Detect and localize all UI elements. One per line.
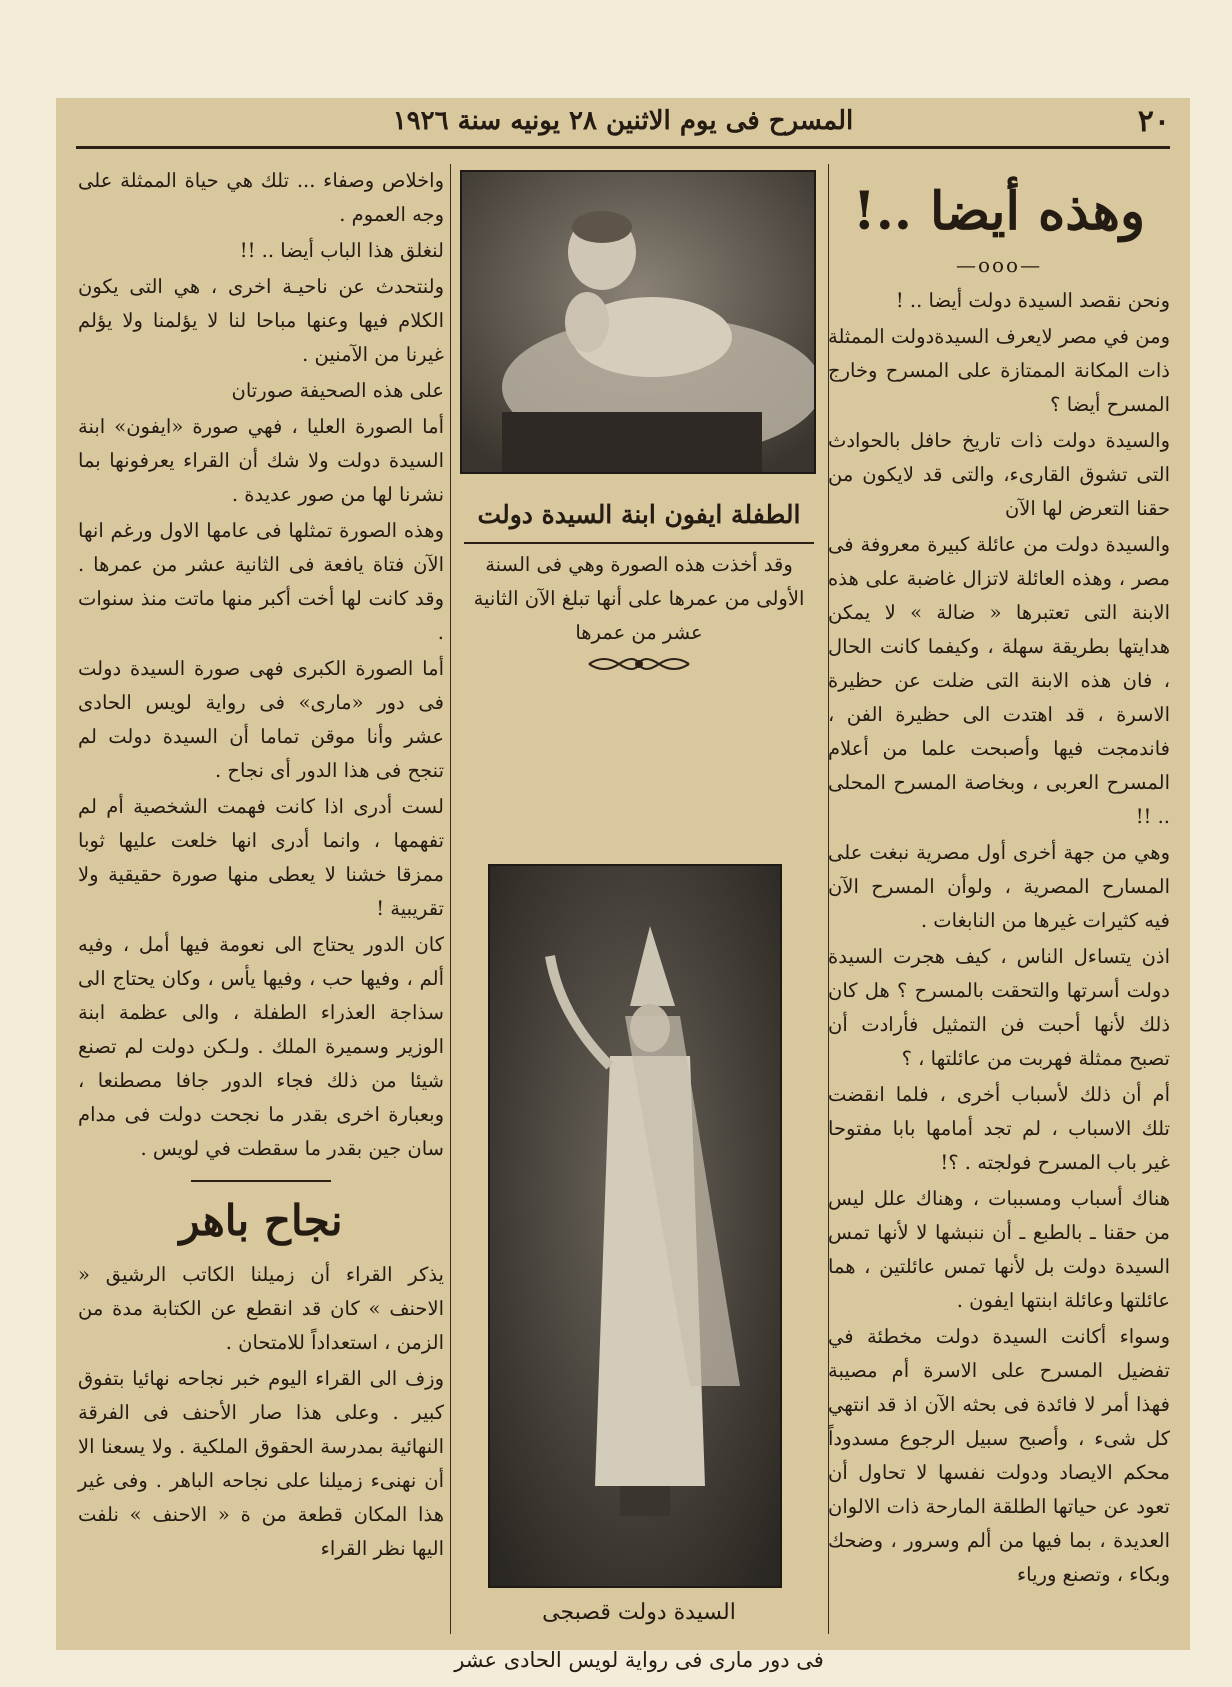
section-rule [191, 1180, 331, 1182]
paragraph: على هذه الصحيفة صورتان [231, 379, 444, 402]
paragraph: لست أدرى اذا كانت فهمت الشخصية أم لم تفهمها ، وانما أدرى انها خلعت عليها ثوبا ممزقا خشنا لا يعطى منها صورة حقيقية ولا تقريبية ! [78, 795, 444, 920]
article-title: وهذه أيضا ..! [852, 181, 1146, 242]
paragraph: ولنتحدث عن ناحيـة اخرى ، هي التى يكون الكلام فيها وعنها مباحا لنا لا يؤلمنا ولا يؤلم غيرنا من الآمنين . [78, 275, 444, 366]
section-title: نجاح باهر [179, 1196, 343, 1245]
photo2-caption-name: السيدة دولت قصبجى [542, 1600, 736, 1625]
page-number: ٢٠ [1137, 104, 1170, 139]
paragraph: وسواء أكانت السيدة دولت مخطئة في تفضيل المسرح على الاسرة أم مصيبة فهذا أمر لا فائدة فى بحثه الآن اذ قد انتهي كل شىء ، وأصبح سبيل الرجوع مسدوداً محكم الايصاد ودولت نفسها لا تحاول أن تعود عن حياتها الطلقة المارحة ذات الالوان العديدة ، بما فيها من ألم وسرور ، وضحك وبكاء ، وتصنع ورياء [828, 1325, 1170, 1586]
paragraph: وزف الى القراء اليوم خبر نجاحه نهائيا بتفوق كبير . وعلى هذا صار الأحنف فى الفرقة النهائية بمدرسة الحقوق الملكية . ولا يسعنا الا أن نهنىء زميلنا على نجاحه الباهر . وفى غير هذا المكان قطعة من ة « الاحنف » نلفت اليها نظر القراء [78, 1367, 444, 1560]
paragraph: أما الصورة الكبرى فهى صورة السيدة دولت فى دور «مارى» فى رواية لويس الحادى عشر وأنا موقن تماما أن السيدة دولت لم تنجح فى هذا الدور أى نجاح . [78, 657, 444, 782]
paragraph: هناك أسباب ومسببات ، وهناك علل ليس من حقنا ـ بالطبع ـ أن ننبشها لا لأنها تمس السيدة دولت بل لأنها تمس عائلتين ، هما عائلتها وعائلة ابنتها ايفون . [828, 1187, 1170, 1312]
photo2-caption-role: فى دور مارى فى رواية لويس الحادى عشر [454, 1648, 824, 1672]
header-rule [76, 146, 1170, 149]
photo1-caption-title: الطفلة ايفون ابنة السيدة دولت [477, 500, 801, 529]
paragraph: وهي من جهة أخرى أول مصرية نبغت على المسارح المصرية ، ولوأن المسرح الآن فيه كثيرات غيرها من النابغات . [828, 841, 1170, 932]
paragraph: اذن يتساءل الناس ، كيف هجرت السيدة دولت أسرتها والتحقت بالمسرح ؟ هل كان ذلك لأنها أحبت فن التمثيل فأرادت أن تصبح ممثلة فهربت من عائلتها ، ؟ [828, 945, 1170, 1070]
page-header [76, 104, 1170, 142]
baby-photo-image [462, 172, 814, 472]
paragraph: أما الصورة العليا ، فهي صورة «ايفون» ابنة السيدة دولت ولا شك أن القراء يعرفونها بما نشرنا لها من صور عديدة . [78, 415, 444, 506]
newspaper-page [56, 98, 1190, 1672]
caption-rule [464, 542, 814, 544]
actress-photo-image [490, 866, 780, 1586]
baby-photo [460, 170, 816, 474]
paragraph: ونحن نقصد السيدة دولت أيضا .. ! [895, 289, 1170, 312]
decorative-ornament-icon [584, 652, 694, 676]
paragraph: واخلاص وصفاء ... تلك هي حياة الممثلة على وجه العموم . [78, 169, 444, 226]
paragraph: والسيدة دولت من عائلة كبيرة معروفة فى مصر ، وهذه العائلة لاتزال غاضبة على هذه الابنة التى تعتبرها « ضالة » لا يمكن هدايتها بطريقة سهلة ، وكيفما كانت الحال ، فان هذه الابنة التى ضلت عن حظيرة الاسرة ، قد اهتدت الى حظيرة الفن ، فاندمجت فيها وأصبحت علما من أعلام المسرح العربى ، وبخاصة المسرح المحلى .. !! [828, 533, 1170, 828]
paragraph: لنغلق هذا الباب أيضا .. !! [239, 239, 444, 262]
actress-photo [488, 864, 782, 1588]
title-ornament: —ooo— [955, 253, 1043, 277]
paragraph: وهذه الصورة تمثلها فى عامها الاول ورغم انها الآن فتاة يافعة فى الثانية عشر من عمرها . وقد كانت لها أخت أكبر منها ماتت منذ سنوات . [78, 519, 444, 644]
photo1-caption-text: وقد أخذت هذه الصورة وهي فى السنة الأولى من عمرها على أنها تبلغ الآن الثانية عشر من عمرها [473, 553, 805, 644]
paragraph: ومن في مصر لايعرف السيدةدولت الممثلة ذات المكانة الممتازة على المسرح وخارج المسرح أيضا ؟ [828, 325, 1170, 416]
right-column [828, 164, 1170, 1594]
paragraph: يذكر القراء أن زميلنا الكاتب الرشيق « الاحنف » كان قد انقطع عن الكتابة مدة من الزمن ، استعداداً للامتحان . [78, 1263, 444, 1354]
column-divider-left [450, 164, 451, 1634]
paragraph: والسيدة دولت ذات تاريخ حافل بالحوادث التى تشوق القارىء، والتى قد لايكون من حقنا التعرض لها الآن [828, 429, 1170, 520]
header-title: المسرح فى يوم الاثنين ٢٨ يونيه سنة ١٩٢٦ [392, 106, 854, 136]
paragraph: كان الدور يحتاج الى نعومة فيها أمل ، وفيه ألم ، وفيها حب ، وفيها يأس ، وكان يحتاج الى سذاجة العذراء الطفلة ، والى عظمة ابنة الوزير وسميرة الملك . ولـكن دولت لم تصنع شيئا من ذلك فجاء الدور جافا مصطنعا ، وبعبارة اخرى بقدر ما نجحت دولت فى مدام سان جين بقدر ما سقطت في لويس . [78, 933, 444, 1160]
left-column [78, 164, 444, 1568]
paragraph: أم أن ذلك لأسباب أخرى ، فلما انقضت تلك الاسباب ، لم تجد أمامها بابا مفتوحا غير باب المسرح فولجته . ؟! [828, 1083, 1170, 1174]
